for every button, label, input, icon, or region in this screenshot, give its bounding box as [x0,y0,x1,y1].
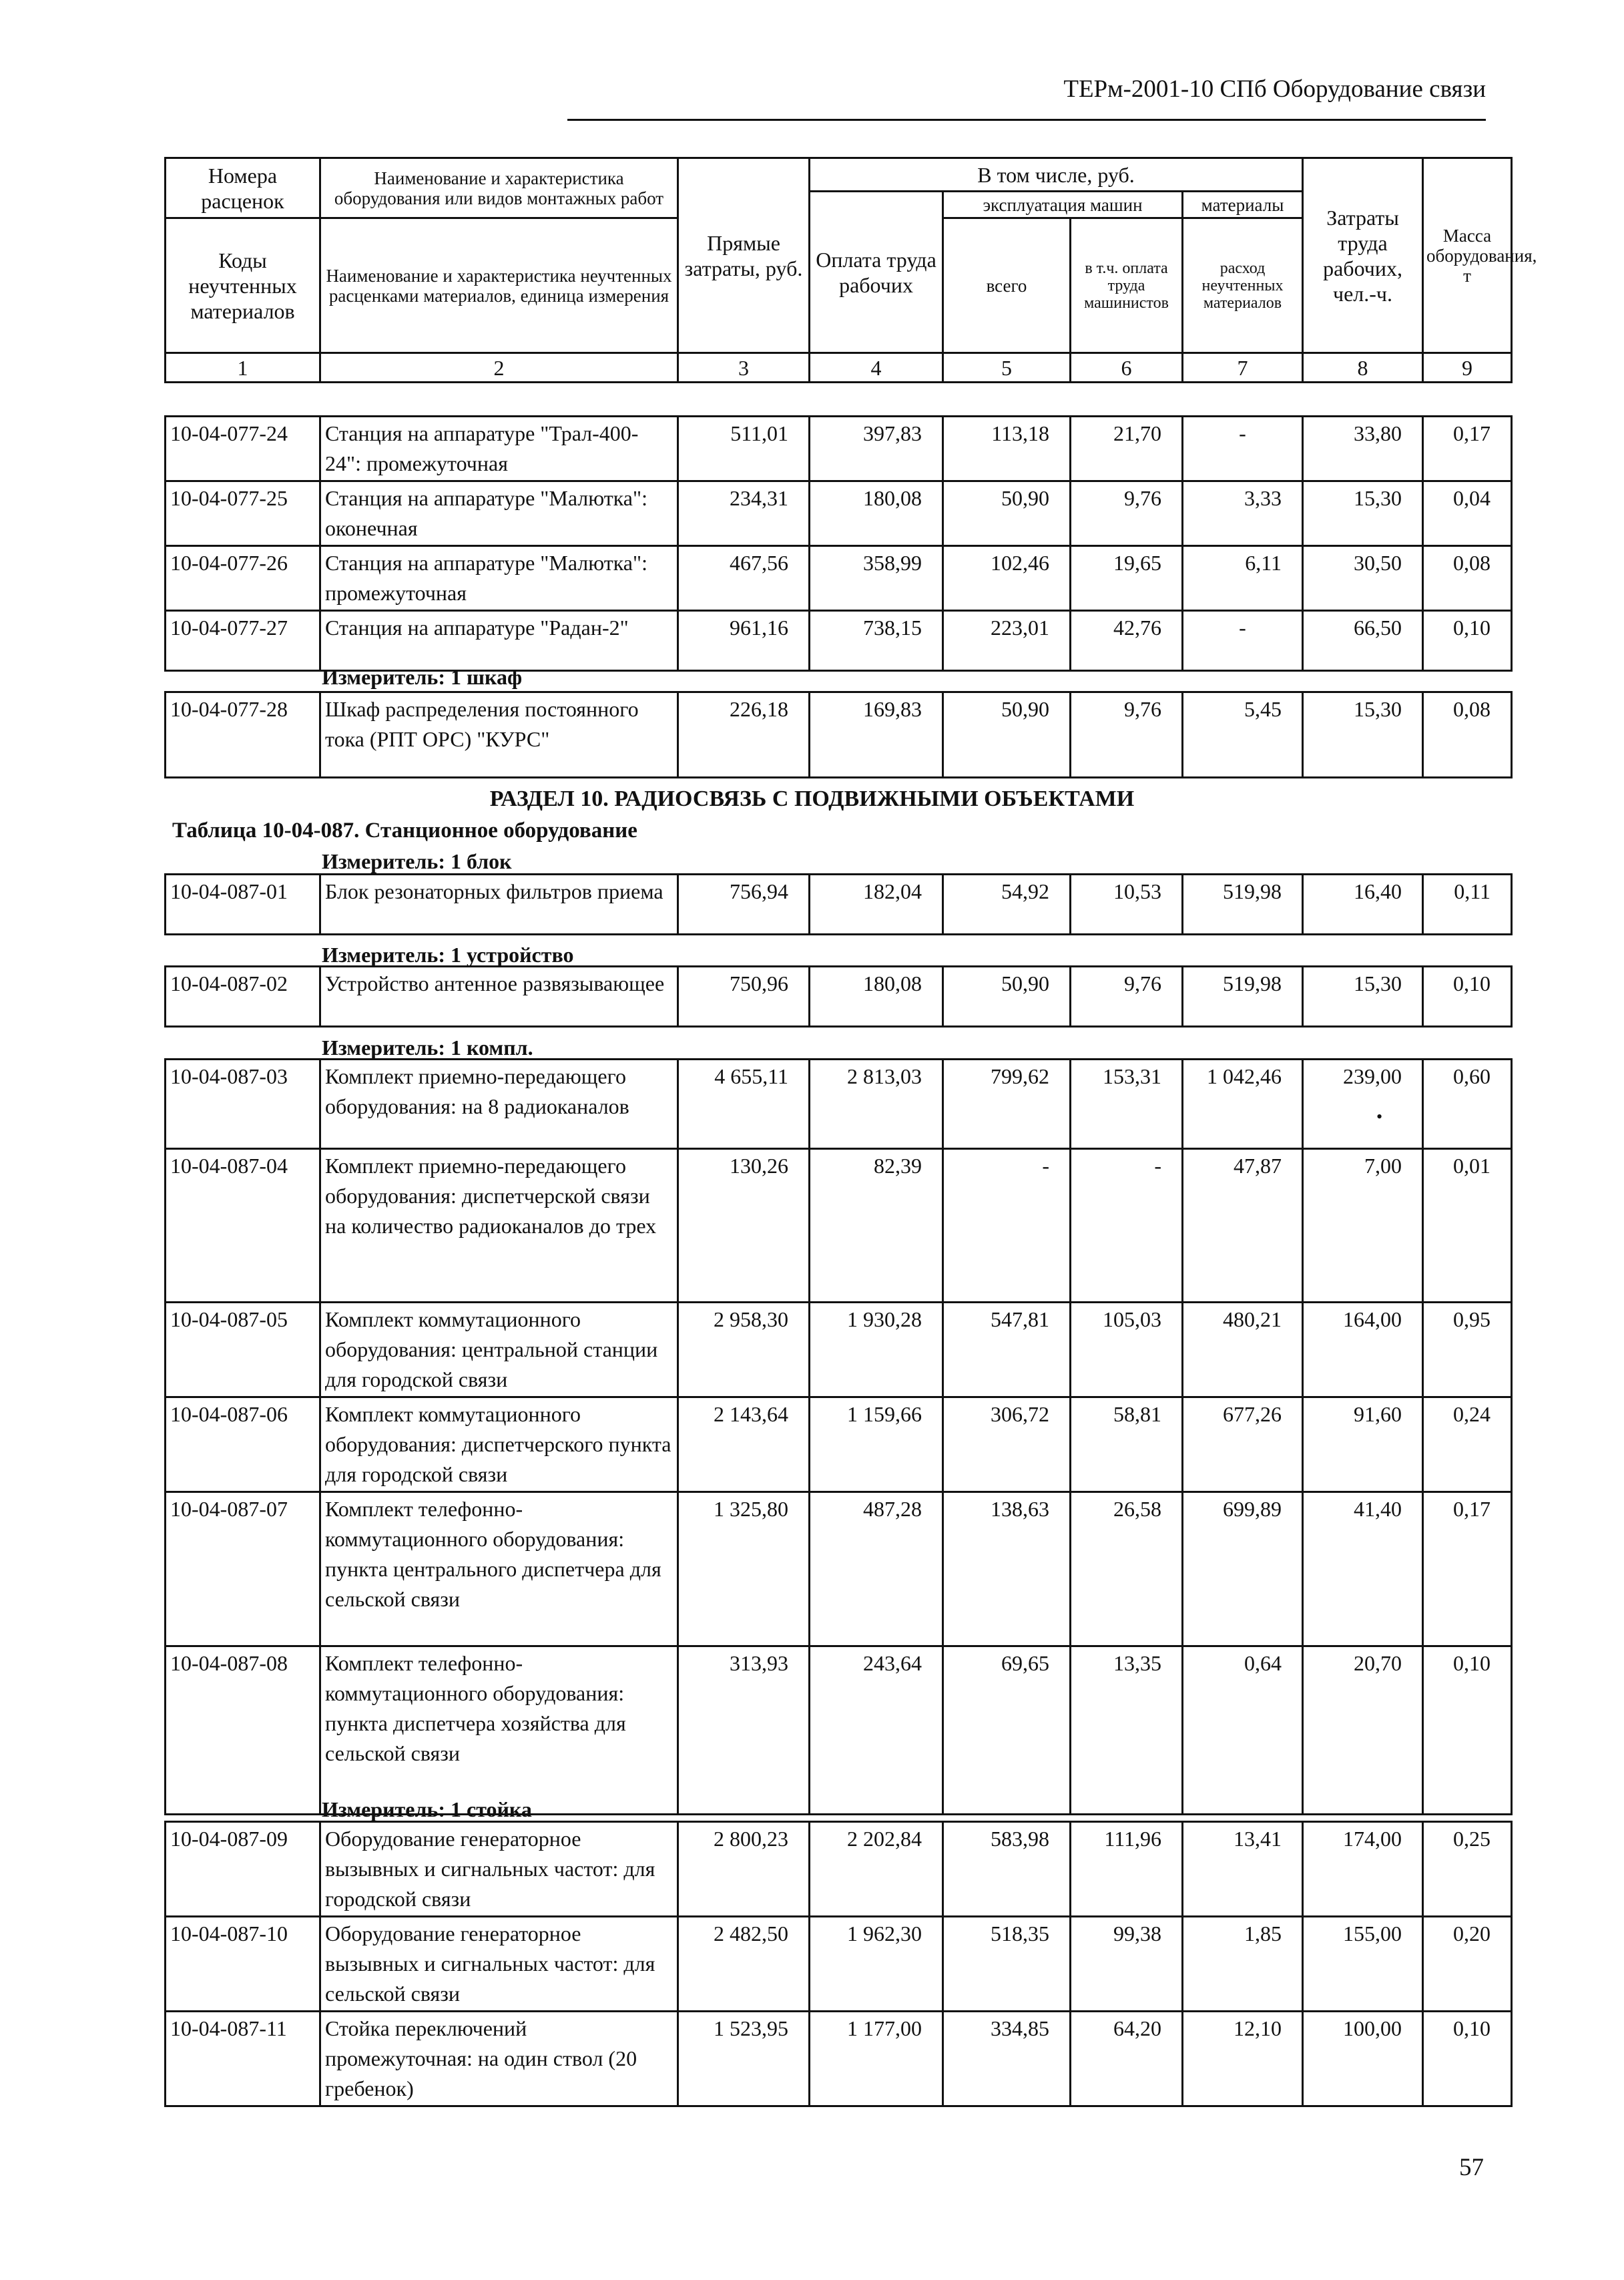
direct-costs-value: 2 143,64 [678,1397,810,1492]
page-number: 57 [1459,2154,1484,2181]
rate-code: 10-04-077-27 [166,611,320,671]
rate-code: 10-04-087-08 [166,1646,320,1815]
machine-total-value: 547,81 [943,1303,1071,1397]
hdr-wages: Оплата труда рабочих [810,192,943,353]
table-row [166,1303,1512,1397]
wages-value: 243,64 [810,1646,943,1815]
rates-table-block5 [164,1058,1513,1815]
direct-costs-value: 1 523,95 [678,2012,810,2106]
table-row [166,1822,1512,1917]
rate-code: 10-04-077-28 [166,692,320,778]
hdr-materials: материалы [1183,192,1303,218]
table-row [166,1397,1512,1492]
col-number: 5 [943,353,1071,383]
machine-total-value: 138,63 [943,1492,1071,1646]
labor-value: 100,00 [1303,2012,1423,2106]
mass-value: 0,20 [1423,1917,1512,2012]
machine-total-value: - [943,1149,1071,1303]
table-title: Таблица 10-04-087. Станционное оборудование [172,819,637,843]
direct-costs-value: 2 958,30 [678,1303,810,1397]
mass-value: 0,10 [1423,1646,1512,1815]
mass-value: 0,10 [1423,967,1512,1027]
col-number: 6 [1071,353,1183,383]
machine-total-value: 50,90 [943,692,1071,778]
rate-name: Стойка переключений промежуточная: на один ствол (20 гребенок) [320,2012,678,2106]
rate-code: 10-04-077-24 [166,417,320,481]
machinist-wages-value: 105,03 [1071,1303,1183,1397]
machinist-wages-value: 9,76 [1071,692,1183,778]
rates-table-block3 [164,873,1513,935]
table-row [166,417,1512,481]
direct-costs-value: 961,16 [678,611,810,671]
wages-value: 180,08 [810,967,943,1027]
machine-total-value: 799,62 [943,1060,1071,1149]
machine-total-value: 583,98 [943,1822,1071,1917]
hdr-codes: Коды неучтенных материалов [166,218,320,353]
wages-value: 2 202,84 [810,1822,943,1917]
hdr-name-bottom: Наименование и характеристика неучтенных расценками материалов, единица измерения [320,218,678,353]
rate-name: Оборудование генераторное вызывных и сигнальных частот: для сельской связи [320,1917,678,2012]
col-number: 4 [810,353,943,383]
labor-value: 15,30 [1303,967,1423,1027]
mass-value: 0,17 [1423,1492,1512,1646]
hdr-total: всего [943,218,1071,353]
wages-value: 1 930,28 [810,1303,943,1397]
rate-code: 10-04-087-10 [166,1917,320,2012]
rate-code: 10-04-087-02 [166,967,320,1027]
materials-value: 1 042,46 [1183,1060,1303,1149]
materials-value: 13,41 [1183,1822,1303,1917]
col-number: 2 [320,353,678,383]
labor-value: 164,00 [1303,1303,1423,1397]
wages-value: 1 962,30 [810,1917,943,2012]
rate-name: Станция на аппаратуре "Трал-400-24": промежуточная [320,417,678,481]
hdr-direct-costs: Прямые затраты, руб. [678,158,810,353]
hdr-unaccounted-materials: расход неучтенных материалов [1183,218,1303,353]
mass-value: 0,01 [1423,1149,1512,1303]
labor-value: 239,00 [1303,1060,1423,1149]
materials-value: 1,85 [1183,1917,1303,2012]
page-header-title: ТЕРм-2001-10 СПб Оборудование связи [1063,75,1486,103]
machinist-wages-value: - [1071,1149,1183,1303]
machinist-wages-value: 10,53 [1071,875,1183,935]
rate-name: Шкаф распределения постоянного тока (РПТ ОРС) "КУРС" [320,692,678,778]
rate-code: 10-04-087-04 [166,1149,320,1303]
col-number: 3 [678,353,810,383]
labor-value: 16,40 [1303,875,1423,935]
machinist-wages-value: 21,70 [1071,417,1183,481]
machine-total-value: 50,90 [943,481,1071,546]
mass-value: 0,17 [1423,417,1512,481]
materials-value: 3,33 [1183,481,1303,546]
table-row [166,875,1512,935]
materials-value: 6,11 [1183,546,1303,611]
rate-name: Комплект приемно-передающего оборудования: на 8 радиоканалов [320,1060,678,1149]
col-number: 7 [1183,353,1303,383]
table-row [166,2012,1512,2106]
mass-value: 0,95 [1423,1303,1512,1397]
mass-value: 0,08 [1423,692,1512,778]
labor-value: 174,00 [1303,1822,1423,1917]
col-number: 8 [1303,353,1423,383]
machinist-wages-value: 99,38 [1071,1917,1183,2012]
machine-total-value: 518,35 [943,1917,1071,2012]
direct-costs-value: 226,18 [678,692,810,778]
machinist-wages-value: 9,76 [1071,967,1183,1027]
labor-value: 30,50 [1303,546,1423,611]
labor-value: 15,30 [1303,692,1423,778]
mass-value: 0,11 [1423,875,1512,935]
materials-value: 0,64 [1183,1646,1303,1815]
machine-total-value: 113,18 [943,417,1071,481]
hdr-machine-ops: эксплуатация машин [943,192,1183,218]
materials-value: 677,26 [1183,1397,1303,1492]
wages-value: 1 159,66 [810,1397,943,1492]
direct-costs-value: 234,31 [678,481,810,546]
labor-value: 7,00 [1303,1149,1423,1303]
machine-total-value: 334,85 [943,2012,1071,2106]
hdr-name-top: Наименование и характеристика оборудования или видов монтажных работ [320,158,678,218]
table-row [166,1060,1512,1149]
labor-value: 15,30 [1303,481,1423,546]
table-row [166,1149,1512,1303]
direct-costs-value: 467,56 [678,546,810,611]
machine-total-value: 223,01 [943,611,1071,671]
wages-value: 1 177,00 [810,2012,943,2106]
hdr-in-total: В том числе, руб. [810,158,1303,192]
labor-value: 66,50 [1303,611,1423,671]
mass-value: 0,24 [1423,1397,1512,1492]
rates-table-block4 [164,965,1513,1028]
col-number: 1 [166,353,320,383]
rate-code: 10-04-077-25 [166,481,320,546]
rate-name: Комплект приемно-передающего оборудования: диспетчерской связи на количество радиоканалов до трех [320,1149,678,1303]
direct-costs-value: 130,26 [678,1149,810,1303]
table-row [166,967,1512,1027]
measure-unit-label: Измеритель: 1 стойка [322,1797,532,1821]
mass-value: 0,04 [1423,481,1512,546]
rate-code: 10-04-087-09 [166,1822,320,1917]
rate-name: Комплект телефонно-коммутационного оборудования: пункта диспетчера хозяйства для сельской связи [320,1646,678,1815]
wages-value: 82,39 [810,1149,943,1303]
rates-table-block2 [164,691,1513,778]
labor-value: 91,60 [1303,1397,1423,1492]
measure-unit-label: Измеритель: 1 шкаф [322,665,523,689]
labor-value: 33,80 [1303,417,1423,481]
direct-costs-value: 313,93 [678,1646,810,1815]
materials-value: 12,10 [1183,2012,1303,2106]
rate-name: Станция на аппаратуре "Малютка": промежуточная [320,546,678,611]
materials-value: 519,98 [1183,875,1303,935]
hdr-rate-numbers: Номера расценок [166,158,320,218]
rate-name: Станция на аппаратуре "Малютка": оконечная [320,481,678,546]
direct-costs-value: 1 325,80 [678,1492,810,1646]
materials-value: 699,89 [1183,1492,1303,1646]
machine-total-value: 50,90 [943,967,1071,1027]
machine-total-value: 54,92 [943,875,1071,935]
header-rule [567,119,1486,121]
table-row [166,481,1512,546]
machinist-wages-value: 153,31 [1071,1060,1183,1149]
machinist-wages-value: 58,81 [1071,1397,1183,1492]
direct-costs-value: 2 800,23 [678,1822,810,1917]
rate-code: 10-04-087-06 [166,1397,320,1492]
materials-value: 480,21 [1183,1303,1303,1397]
mass-value: 0,60 [1423,1060,1512,1149]
hdr-machinist-wages: в т.ч. оплата труда машинистов [1071,218,1183,353]
materials-value: 47,87 [1183,1149,1303,1303]
hdr-labor: Затраты труда рабочих, чел.-ч. [1303,158,1423,353]
rate-name: Комплект коммутационного оборудования: центральной станции для городской связи [320,1303,678,1397]
measure-unit-label: Измеритель: 1 блок [322,849,512,873]
direct-costs-value: 750,96 [678,967,810,1027]
section-title: РАЗДЕЛ 10. РАДИОСВЯЗЬ С ПОДВИЖНЫМИ ОБЪЕКТАМИ [489,786,1135,811]
rate-name: Комплект коммутационного оборудования: диспетчерского пункта для городской связи [320,1397,678,1492]
wages-value: 2 813,03 [810,1060,943,1149]
machine-total-value: 69,65 [943,1646,1071,1815]
wages-value: 487,28 [810,1492,943,1646]
table-row [166,1492,1512,1646]
wages-value: 182,04 [810,875,943,935]
wages-value: 738,15 [810,611,943,671]
labor-value: 41,40 [1303,1492,1423,1646]
table-row [166,1917,1512,2012]
direct-costs-value: 511,01 [678,417,810,481]
stray-dot-mark: • [1376,1107,1383,1126]
column-header-table [164,157,1537,383]
col-number: 9 [1423,353,1512,383]
column-numbers-row [166,353,1512,383]
rate-code: 10-04-077-26 [166,546,320,611]
labor-value: 155,00 [1303,1917,1423,2012]
machinist-wages-value: 26,58 [1071,1492,1183,1646]
table-row [166,1646,1512,1815]
rate-name: Оборудование генераторное вызывных и сигнальных частот: для городской связи [320,1822,678,1917]
machinist-wages-value: 13,35 [1071,1646,1183,1815]
table-row [166,546,1512,611]
rates-table-block1 [164,415,1513,672]
machinist-wages-value: 19,65 [1071,546,1183,611]
machine-total-value: 306,72 [943,1397,1071,1492]
rate-name: Комплект телефонно-коммутационного оборудования: пункта центрального диспетчера для сельской связи [320,1492,678,1646]
materials-value: 519,98 [1183,967,1303,1027]
rate-code: 10-04-087-01 [166,875,320,935]
labor-value: 20,70 [1303,1646,1423,1815]
direct-costs-value: 756,94 [678,875,810,935]
materials-value: 5,45 [1183,692,1303,778]
mass-value: 0,25 [1423,1822,1512,1917]
rate-code: 10-04-087-07 [166,1492,320,1646]
mass-value: 0,08 [1423,546,1512,611]
wages-value: 169,83 [810,692,943,778]
rates-table-block6 [164,1821,1513,2107]
rate-name: Устройство антенное развязывающее [320,967,678,1027]
materials-value: - [1183,417,1303,481]
wages-value: 358,99 [810,546,943,611]
rate-name: Блок резонаторных фильтров приема [320,875,678,935]
mass-value: 0,10 [1423,611,1512,671]
measure-unit-label: Измеритель: 1 компл. [322,1036,533,1060]
rate-code: 10-04-087-11 [166,2012,320,2106]
machinist-wages-value: 9,76 [1071,481,1183,546]
direct-costs-value: 4 655,11 [678,1060,810,1149]
rate-code: 10-04-087-03 [166,1060,320,1149]
materials-value: - [1183,611,1303,671]
rate-name: Станция на аппаратуре "Радан-2" [320,611,678,671]
measure-unit-label: Измеритель: 1 устройство [322,943,574,967]
table-row [166,692,1512,778]
wages-value: 397,83 [810,417,943,481]
rate-code: 10-04-087-05 [166,1303,320,1397]
machinist-wages-value: 111,96 [1071,1822,1183,1917]
table-row [166,611,1512,671]
mass-value: 0,10 [1423,2012,1512,2106]
direct-costs-value: 2 482,50 [678,1917,810,2012]
wages-value: 180,08 [810,481,943,546]
machinist-wages-value: 64,20 [1071,2012,1183,2106]
machine-total-value: 102,46 [943,546,1071,611]
hdr-mass: Масса оборудования, т [1423,158,1512,353]
machinist-wages-value: 42,76 [1071,611,1183,671]
